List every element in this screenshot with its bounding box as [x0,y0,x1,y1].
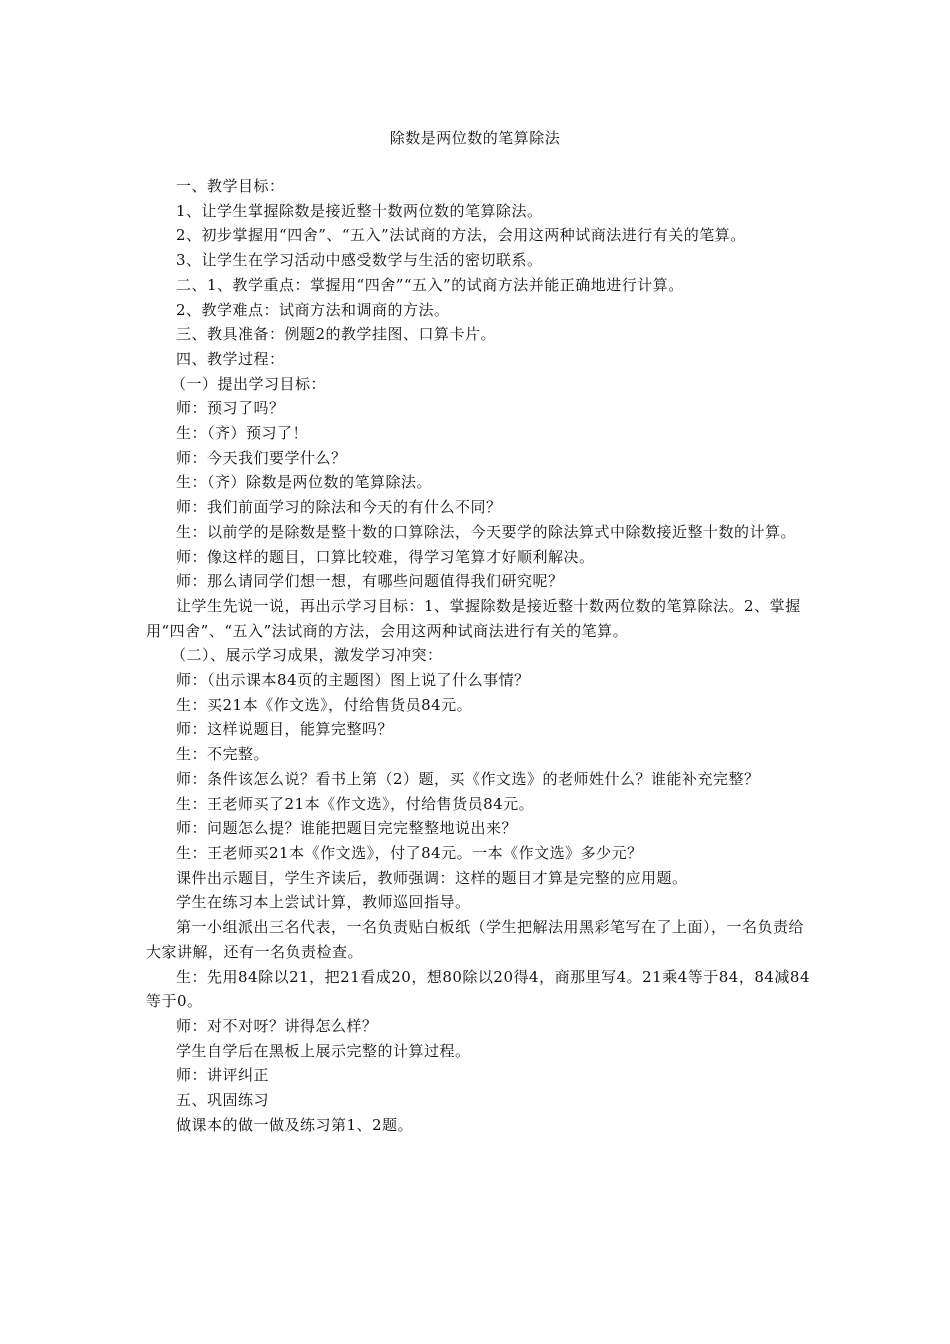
paragraph: 生：先用84除以21，把21看成20，想80除以20得4，商那里写4。21乘4等于84，84减84等于0。 [146,967,811,1011]
paragraph: 师：讲评纠正 [176,1066,270,1085]
paragraph: 学生自学后在黑板上展示完整的计算过程。 [176,1041,471,1060]
paragraph: （一）提出学习目标： [171,374,327,393]
paragraph: 师：问题怎么提？谁能把题目完完整整地说出来？ [176,819,518,838]
paragraph: 师：这样说题目，能算完整吗？ [176,720,394,739]
paragraph: 生：（齐）预习了！ [176,424,309,443]
paragraph: 1、让学生掌握除数是接近整十数两位数的笔算除法。 [176,201,543,220]
document-body [146,174,810,1137]
paragraph: 师：条件该怎么说？看书上第（2）题，买《作文选》的老师姓什么？谁能补充完整？ [176,769,760,788]
paragraph: 让学生先说一说，再出示学习目标：1、掌握除数是接近整十数两位数的笔算除法。2、掌握用“四舍”、“五入”法试商的方法，会用这两种试商法进行有关的笔算。 [146,596,801,640]
paragraph: 生：以前学的是除数是整十数的口算除法，今天要学的除法算式中除数接近整十数的计算。 [176,522,797,541]
paragraph: 学生在练习本上尝试计算，教师巡回指导。 [176,893,471,912]
paragraph: 师：像这样的题目，口算比较难，得学习笔算才好顺利解决。 [176,547,595,566]
paragraph: 生：王老师买了21本《作文选》，付给售货员84元。 [176,794,535,813]
paragraph: 师：预习了吗？ [176,399,285,418]
paragraph: 三、教具准备：例题2的教学挂图、口算卡片。 [176,325,497,344]
paragraph: 师：今天我们要学什么？ [176,448,347,467]
paragraph: 课件出示题目，学生齐读后，教师强调：这样的题目才算是完整的应用题。 [176,868,688,887]
paragraph: 师：对不对呀？讲得怎么样？ [176,1016,378,1035]
paragraph: 生：（齐）除数是两位数的笔算除法。 [176,473,433,492]
paragraph: 生：不完整。 [176,745,270,764]
paragraph: 师：那么请同学们想一想，有哪些问题值得我们研究呢？ [176,572,564,591]
paragraph: 二、1、教学重点：掌握用“四舍”“五入”的试商方法并能正确地进行计算。 [176,275,684,294]
paragraph: 2、初步掌握用“四舍”、“五入”法试商的方法，会用这两种试商法进行有关的笔算。 [176,226,746,245]
paragraph: 生：王老师买21本《作文选》，付了84元。一本《作文选》多少元？ [176,843,643,862]
paragraph: （二）、展示学习成果，激发学习冲突： [171,646,443,665]
paragraph: 生：买21本《作文选》，付给售货员84元。 [176,695,473,714]
paragraph: 五、巩固练习 [176,1091,270,1110]
paragraph: 3、让学生在学习活动中感受数学与生活的密切联系。 [176,251,543,270]
document-title: 除数是两位数的笔算除法 [389,129,561,147]
paragraph: 师：（出示课本84页的主题图）图上说了什么事情？ [176,671,530,690]
paragraph: 师：我们前面学习的除法和今天的有什么不同？ [176,498,502,517]
paragraph: 做课本的做一做及练习第1、2题。 [176,1115,414,1134]
paragraph: 四、教学过程： [176,349,285,368]
paragraph: 2、教学难点：试商方法和调商的方法。 [176,300,450,319]
paragraph: 一、教学目标： [176,177,285,195]
paragraph: 第一小组派出三名代表，一名负责贴白板纸（学生把解法用黑彩笔写在了上面），一名负责给大家讲解，还有一名负责检查。 [146,918,805,961]
